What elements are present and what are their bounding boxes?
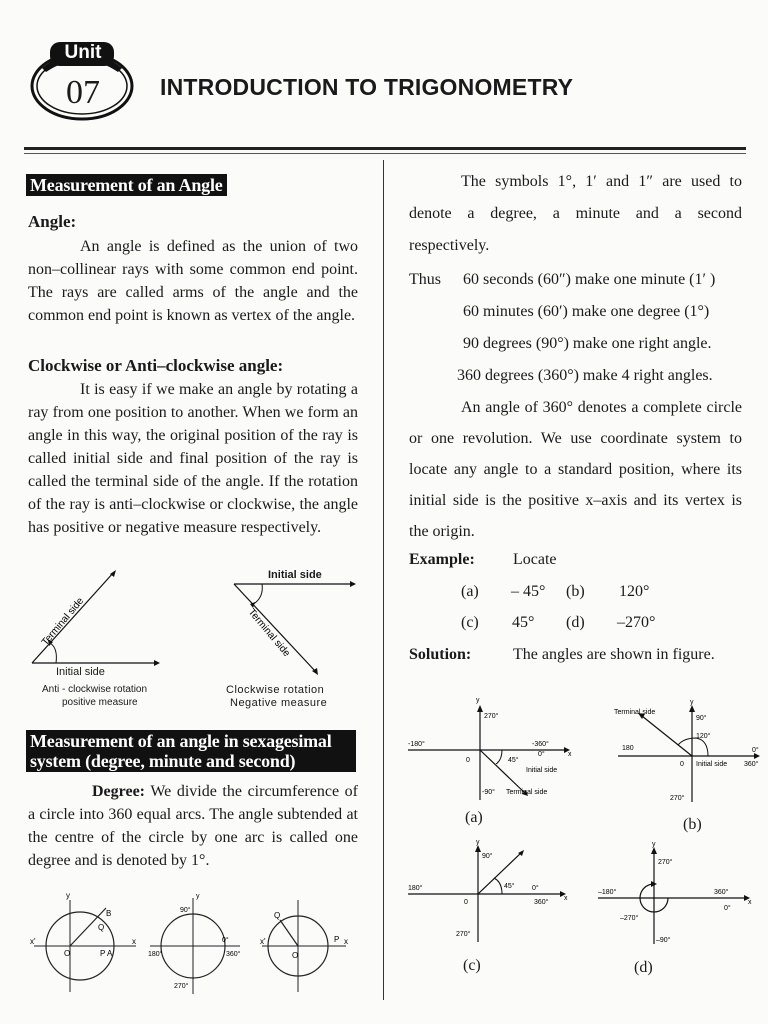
figure-a-caption: (a) xyxy=(465,809,483,826)
svg-text:x: x xyxy=(564,895,568,902)
svg-text:0°: 0° xyxy=(538,751,545,758)
header-rule xyxy=(24,147,746,150)
svg-text:y: y xyxy=(476,697,480,704)
part-d-value: –270° xyxy=(617,614,656,631)
svg-text:180: 180 xyxy=(622,745,634,752)
svg-text:0°: 0° xyxy=(532,885,539,892)
figure-d xyxy=(594,840,764,950)
svg-text:Terminal side: Terminal side xyxy=(506,789,548,796)
svg-text:270°: 270° xyxy=(174,983,189,990)
svg-text:–270°: –270° xyxy=(620,915,639,922)
figure-a xyxy=(404,694,584,806)
svg-text:x: x xyxy=(568,751,572,758)
svg-text:Q: Q xyxy=(98,923,105,932)
svg-text:0: 0 xyxy=(466,757,470,764)
terminal-side-label: Terminal side xyxy=(39,595,87,648)
section-heading-line1: Measurement of an angle in sexagesimal xyxy=(30,731,332,751)
clockwise-figure xyxy=(230,568,360,683)
part-b-label: (b) xyxy=(566,583,585,600)
figure-b-caption: (b) xyxy=(683,816,702,833)
svg-text:360°: 360° xyxy=(534,899,549,906)
column-divider xyxy=(383,160,384,1000)
svg-text:45°: 45° xyxy=(504,883,515,890)
svg-text:45°: 45° xyxy=(508,757,519,764)
svg-text:0°: 0° xyxy=(752,747,759,754)
part-c-value: 45° xyxy=(512,614,535,631)
complete-circle-paragraph: An angle of 360° denotes a complete circle or one revolution. We use coordinate system to locate any angle to a standard position, where its initial side is the positive x–axis and its vertex is the origin. xyxy=(409,399,742,540)
svg-text:270°: 270° xyxy=(658,859,673,866)
angle-definition: An angle is defined as the union of two non–collinear rays with some common end point. The rays are called arms of the angle and the common end point is known as vertex of the angle. xyxy=(28,238,358,324)
svg-text:-90°: -90° xyxy=(482,789,495,796)
unit-label: Unit xyxy=(64,42,102,63)
svg-text:O: O xyxy=(64,949,71,958)
anticlockwise-caption: Anti - clockwise rotation xyxy=(42,684,148,695)
svg-text:90°: 90° xyxy=(482,853,493,860)
degree-paragraph xyxy=(28,780,358,872)
figure-c-caption: (c) xyxy=(463,957,481,974)
solution-text: The angles are shown in figure. xyxy=(513,646,715,663)
clockwise-subheading: Clockwise or Anti–clockwise angle: xyxy=(28,356,284,375)
negative-measure-caption: Negative measure xyxy=(230,697,328,709)
part-c-label: (c) xyxy=(461,614,479,631)
part-b-value: 120° xyxy=(619,583,650,600)
chapter-title: INTRODUCTION TO TRIGONOMETRY xyxy=(160,74,574,100)
svg-text:y: y xyxy=(66,891,70,900)
terminal-side-label-cw: Terminal side xyxy=(245,606,293,660)
svg-text:180°: 180° xyxy=(148,951,163,958)
svg-text:Q: Q xyxy=(274,911,281,920)
svg-text:O: O xyxy=(292,951,299,960)
thus-line-2: 60 minutes (60′) make one degree (1°) xyxy=(463,303,710,320)
part-a-label: (a) xyxy=(461,583,479,600)
svg-text:120°: 120° xyxy=(696,733,711,740)
part-d-label: (d) xyxy=(566,614,585,631)
svg-text:y: y xyxy=(652,841,656,848)
figure-c xyxy=(404,838,574,948)
anticlockwise-figure xyxy=(28,568,178,678)
svg-text:360°: 360° xyxy=(744,761,759,768)
section-heading-line2: system (degree, minute and second) xyxy=(30,751,296,771)
svg-text:x: x xyxy=(748,899,752,906)
svg-text:360°: 360° xyxy=(714,889,729,896)
svg-text:y: y xyxy=(690,700,694,706)
svg-text:90°: 90° xyxy=(696,715,707,722)
svg-text:P: P xyxy=(334,935,340,944)
svg-text:270°: 270° xyxy=(456,931,471,938)
degree-lead: Degree: xyxy=(92,783,145,800)
thus-line-1: 60 seconds (60″) make one minute (1′ ) xyxy=(463,271,716,288)
initial-side-label-cw: Initial side xyxy=(268,569,322,581)
svg-text:0°: 0° xyxy=(724,905,731,912)
angle-subheading: Angle: xyxy=(28,212,77,231)
svg-text:-360°: -360° xyxy=(532,741,549,748)
svg-text:x': x' xyxy=(260,937,266,946)
unit-number: 07 xyxy=(66,74,100,111)
positive-measure-caption: positive measure xyxy=(62,697,138,708)
svg-text:0: 0 xyxy=(464,899,468,906)
example-label: Example: xyxy=(409,551,475,568)
svg-text:x': x' xyxy=(30,937,36,946)
svg-text:B: B xyxy=(106,909,112,918)
clockwise-paragraph: It is easy if we make an angle by rotating a ray from one position to another. When we form an angle in this way, the original position of the ray is called initial side and final position of the ray is called the terminal side of the angle. If the rotation of the ray is anti–clockwise or clockwise, the angle has positive or negative measure respectively. xyxy=(28,381,358,536)
example-text: Locate xyxy=(513,551,557,568)
svg-text:0: 0 xyxy=(680,761,684,768)
symbols-paragraph: The symbols 1°, 1′ and 1″ are used to denote a degree, a minute and a second respectively. xyxy=(409,173,742,254)
svg-text:270°: 270° xyxy=(670,795,685,802)
part-a-value: – 45° xyxy=(511,583,546,600)
svg-text:Initial side: Initial side xyxy=(696,761,728,768)
svg-text:x: x xyxy=(132,937,136,946)
initial-side-label: Initial side xyxy=(56,666,105,678)
svg-text:90°: 90° xyxy=(180,907,191,914)
svg-text:x: x xyxy=(344,937,348,946)
header-rule-thin xyxy=(24,153,746,154)
degree-circles-figure xyxy=(28,888,358,998)
section-heading-measurement: Measurement of an Angle xyxy=(26,174,227,196)
clockwise-caption: Clockwise rotation xyxy=(226,684,325,696)
degree-text: We divide the circumference of a circle into 360 equal arcs. The angle subtended at the centre of the circle by one arc is called one degree and is denoted by 1°. xyxy=(28,783,358,869)
solution-label: Solution: xyxy=(409,646,472,663)
svg-text:360°: 360° xyxy=(226,951,241,958)
svg-text:0°: 0° xyxy=(222,937,229,944)
figure-d-caption: (d) xyxy=(634,959,653,976)
thus-line-4: 360 degrees (360°) make 4 right angles. xyxy=(457,367,713,384)
svg-text:y: y xyxy=(476,839,480,846)
section-heading-sexagesimal xyxy=(26,730,356,772)
svg-text:y: y xyxy=(196,893,200,900)
svg-text:-180°: -180° xyxy=(408,741,425,748)
svg-text:–180°: –180° xyxy=(598,889,617,896)
svg-text:Initial side: Initial side xyxy=(526,767,558,774)
thus-label: Thus xyxy=(409,271,441,288)
svg-text:Terminal side: Terminal side xyxy=(614,709,656,716)
svg-text:180°: 180° xyxy=(408,885,423,892)
svg-text:270°: 270° xyxy=(484,713,499,720)
svg-text:P A: P A xyxy=(100,949,113,958)
svg-text:–90°: –90° xyxy=(656,937,671,944)
thus-line-3: 90 degrees (90°) make one right angle. xyxy=(463,335,712,352)
figure-b xyxy=(604,700,766,808)
